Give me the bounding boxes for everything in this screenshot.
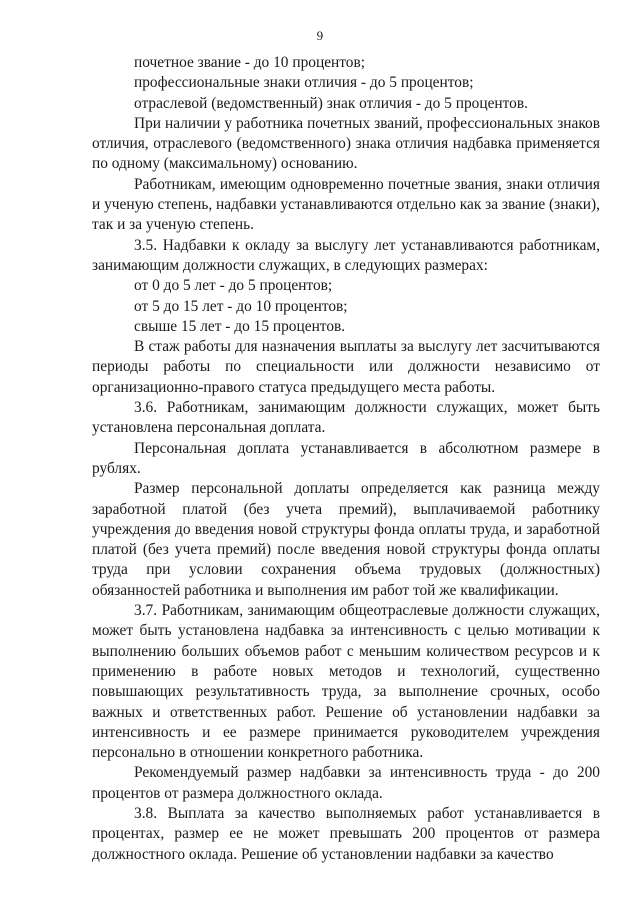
paragraph-tenure-periods: В стаж работы для назначения выплаты за выслугу лет засчитываются периоды работы по специальности или должности независимо от организационно-правого статуса предыдущего места работы. [92, 338, 600, 396]
paragraph-tenure-5-15: от 5 до 15 лет - до 10 процентов; [134, 297, 348, 315]
paragraph-departmental-badge: отраслевой (ведомственный) знак отличия - до 5 процентов. [134, 94, 528, 112]
paragraph-section-3-7: 3.7. Работникам, занимающим общеотраслевые должности служащих, может быть установлена надбавка за интенсивность с целью мотивации к выполнению больших объемов работ с меньшим количеством ресурсов и к применению в работе новых методов и технологий, существенно повышающих результативность труда, за выполнение срочных, особо важных и ответственных работ. Решение об установлении надбавки за интенсивность и ее размере принимается руководителем учреждения персонально в отношении конкретного работника. [92, 602, 600, 762]
paragraph-supplement-size: Размер персональной доплаты определяется как разница между заработной платой (без учета премий), выплачиваемой работнику учреждения до введения новой структуры фонда оплаты труда, и заработной платой (без учета премий) после введения новой структуры фонда оплаты труда при условии сохранения объема трудовых (должностных) обязанностей работника и выполнения им работ той же квалификации. [92, 480, 600, 599]
paragraph-personal-supplement: Персональная доплата устанавливается в абсолютном размере в рублях. [92, 439, 600, 477]
paragraph-recommended-intensity: Рекомендуемый размер надбавки за интенсивность труда - до 200 процентов от размера должностного оклада. [92, 764, 600, 802]
paragraph-max-basis: При наличии у работника почетных званий, профессиональных знаков отличия, отраслевого (ведомственного) знака отличия надбавка применяется по одному (максимальному) основанию. [92, 114, 600, 173]
paragraph-section-3-5: 3.5. Надбавки к окладу за выслугу лет устанавливаются работникам, занимающим должности служащих, в следующих размерах: [92, 236, 600, 274]
paragraph-tenure-over-15: свыше 15 лет - до 15 процентов. [134, 317, 346, 335]
paragraph-honorary-title: почетное звание - до 10 процентов; [134, 54, 366, 71]
paragraph-section-3-8: 3.8. Выплата за качество выполняемых работ устанавливается в процентах, размер ее не может превышать 200 процентов от размера должностного оклада. Решение об установлении надбавки за качество [92, 804, 600, 863]
paragraph-professional-badges: профессиональные знаки отличия - до 5 процентов; [134, 74, 474, 92]
paragraph-section-3-6: 3.6. Работникам, занимающим должности служащих, может быть установлена персональная доплата. [92, 399, 600, 437]
document-body [92, 53, 600, 865]
paragraph-separate-allowances: Работникам, имеющим одновременно почетные звания, знаки отличия и ученую степень, надбавки устанавливаются отдельно как за звание (знаки), так и за ученую степень. [92, 175, 601, 234]
paragraph-tenure-0-5: от 0 до 5 лет - до 5 процентов; [134, 277, 333, 295]
page-number: 9 [316, 28, 324, 43]
